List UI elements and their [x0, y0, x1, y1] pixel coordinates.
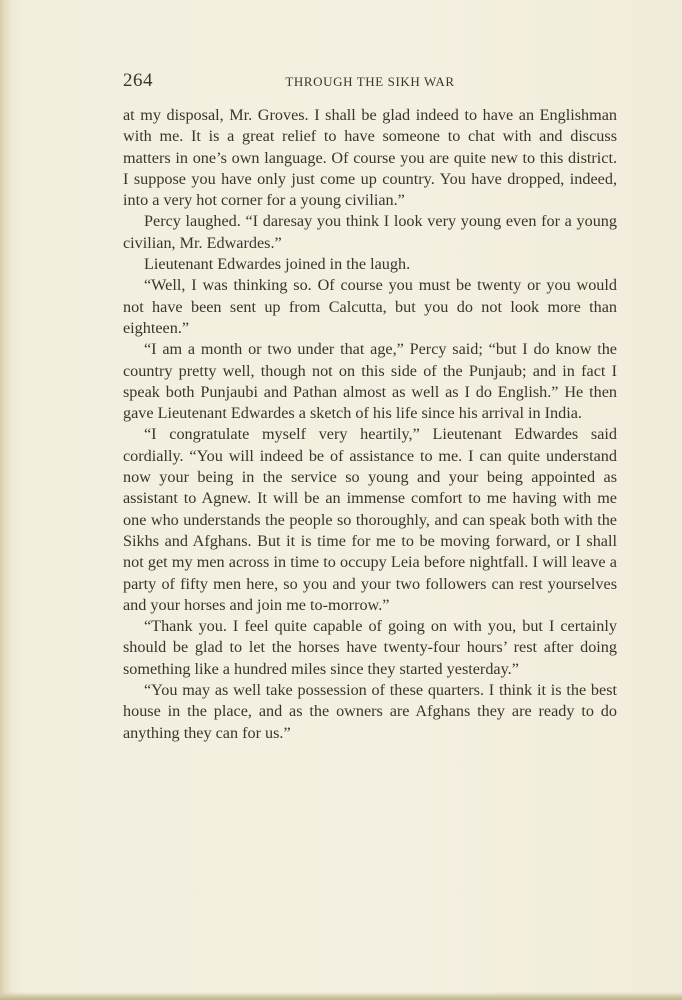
body-text	[123, 105, 617, 744]
paragraph: “I am a month or two under that age,” Percy said; “but I do know the country pretty well, though not on this side of the Punjaub; and in fact I speak both Punjaubi and Pathan almost as well as I do English.” He then gave Lieutenant Edwardes a sketch of his life since his arrival in India.	[123, 340, 617, 423]
running-head: THROUGH THE SIKH WAR	[285, 74, 455, 89]
paragraph: Percy laughed. “I daresay you think I look very young even for a young civilian, Mr. Edwardes.”	[123, 212, 617, 252]
paragraph: “I congratulate myself very heartily,” Lieutenant Edwardes said cordially. “You will indeed be of assistance to me. I can quite understand now your being in the service so young and your being appointed as assistant to Agnew. It will be an immense comfort to me having with me one who understands the people so thoroughly, and can speak both with the Sikhs and Afghans. But it is time for me to be moving forward, or I shall not get my men across in time to occupy Leia before nightfall. I will leave a party of fifty men here, so you and your two followers can rest yourselves and your horses and join me to-morrow.”	[123, 425, 617, 614]
paragraph: Lieutenant Edwardes joined in the laugh.	[144, 255, 411, 274]
paragraph: “Thank you. I feel quite capable of going on with you, but I certainly should be glad to let the horses have twenty-four hours’ rest after doing something like a hundred miles since they started yesterday.”	[123, 617, 617, 678]
page-bottom-edge	[0, 992, 682, 1000]
paragraph: “Well, I was thinking so. Of course you must be twenty or you would not have been sent up from Calcutta, but you do not look more than eighteen.”	[123, 276, 617, 337]
page-header	[123, 70, 617, 94]
page-number: 264	[123, 70, 153, 91]
page-spine-shadow	[0, 0, 12, 1000]
paragraph: “You may as well take possession of these quarters. I think it is the best house in the place, and as the owners are Afghans they are ready to do anything they can for us.”	[123, 681, 617, 742]
paragraph: at my disposal, Mr. Groves. I shall be glad indeed to have an Englishman with me. It is a great relief to have someone to chat with and discuss matters in one’s own language. Of course you are quite new to this district. I suppose you have only just come up country. You have dropped, indeed, into a very hot corner for a young civilian.”	[123, 106, 617, 210]
